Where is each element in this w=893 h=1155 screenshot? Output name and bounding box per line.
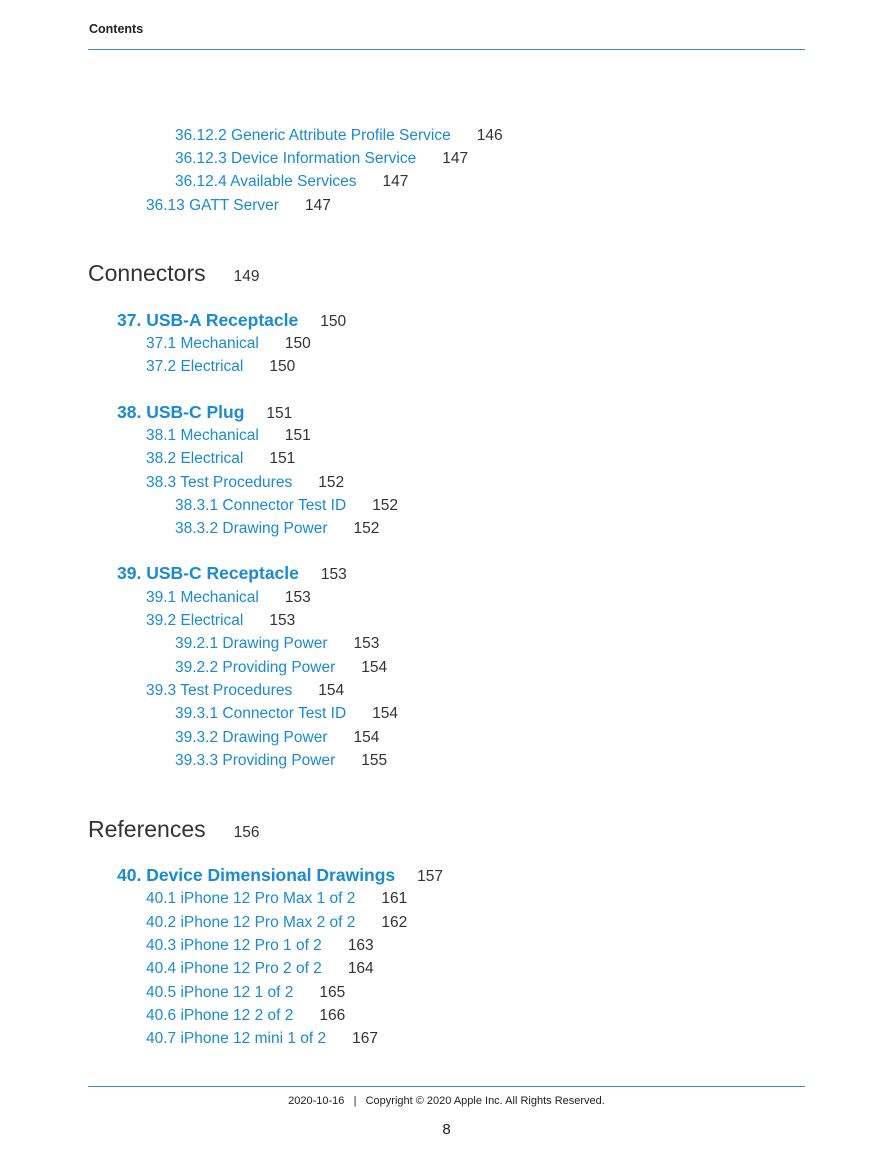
footer-copyright: 2020-10-16 | Copyright © 2020 Apple Inc. All Rights Reserved.	[288, 1095, 605, 1107]
toc-entry-page: 152	[372, 497, 399, 514]
toc-chapter-38[interactable]	[117, 404, 292, 422]
toc-chapter-page: 153	[320, 566, 347, 583]
toc-chapter-page: 151	[266, 405, 293, 422]
toc-part-title[interactable]: References	[88, 816, 206, 842]
toc-entry-page: 161	[381, 890, 408, 907]
toc-entry-title[interactable]: 39.3.3 Providing Power	[175, 752, 336, 769]
toc-entry-title[interactable]: 36.13 GATT Server	[146, 197, 279, 214]
toc-entry-page: 155	[361, 752, 388, 769]
toc-entry-36-12-4[interactable]	[175, 174, 408, 190]
page-number: 8	[442, 1121, 451, 1138]
toc-entry-title[interactable]: 39.2.2 Providing Power	[175, 659, 336, 676]
toc-entry-36-13[interactable]	[146, 198, 331, 214]
toc-entry-38-3-1[interactable]	[175, 498, 398, 514]
toc-entry-40-4[interactable]	[146, 961, 374, 977]
toc-entry-page: 147	[304, 197, 331, 214]
toc-entry-page: 154	[318, 682, 345, 699]
footer-rule	[88, 1086, 805, 1087]
toc-entry-title[interactable]: 37.1 Mechanical	[146, 335, 259, 352]
toc-entry-40-2[interactable]	[146, 915, 407, 931]
toc-entry-title[interactable]: 39.3.2 Drawing Power	[175, 729, 328, 746]
toc-entry-title[interactable]: 40.3 iPhone 12 Pro 1 of 2	[146, 937, 322, 954]
toc-entry-39-3-3[interactable]	[175, 753, 387, 769]
toc-entry-39-3[interactable]	[146, 683, 344, 699]
toc-chapter-title[interactable]: 39. USB-C Receptacle	[117, 563, 299, 583]
toc-entry-40-3[interactable]	[146, 938, 374, 954]
toc-entry-39-1[interactable]	[146, 590, 311, 606]
toc-entry-38-3[interactable]	[146, 475, 344, 491]
toc-entry-title[interactable]: 40.2 iPhone 12 Pro Max 2 of 2	[146, 914, 356, 931]
toc-entry-title[interactable]: 40.7 iPhone 12 mini 1 of 2	[146, 1030, 327, 1047]
toc-entry-page: 153	[284, 589, 311, 606]
toc-entry-page: 152	[353, 520, 380, 537]
toc-entry-page: 154	[361, 659, 388, 676]
toc-entry-title[interactable]: 39.1 Mechanical	[146, 589, 259, 606]
toc-entry-title[interactable]: 38.3.2 Drawing Power	[175, 520, 328, 537]
toc-entry-title[interactable]: 40.1 iPhone 12 Pro Max 1 of 2	[146, 890, 356, 907]
toc-entry-title[interactable]: 39.3.1 Connector Test ID	[175, 705, 347, 722]
toc-entry-page: 153	[269, 612, 296, 629]
toc-entry-title[interactable]: 38.3 Test Procedures	[146, 474, 293, 491]
toc-entry-37-1[interactable]	[146, 336, 311, 352]
toc-part-page: 149	[233, 268, 260, 285]
toc-entry-title[interactable]: 40.4 iPhone 12 Pro 2 of 2	[146, 960, 322, 977]
toc-entry-38-2[interactable]	[146, 451, 295, 467]
toc-entry-page: 150	[284, 335, 311, 352]
toc-entry-40-6[interactable]	[146, 1008, 345, 1024]
toc-entry-title[interactable]: 36.12.2 Generic Attribute Profile Service	[175, 127, 451, 144]
toc-entry-36-12-3[interactable]	[175, 151, 468, 167]
toc-entry-title[interactable]: 39.3 Test Procedures	[146, 682, 293, 699]
toc-entry-page: 154	[372, 705, 399, 722]
toc-entry-title[interactable]: 38.2 Electrical	[146, 450, 244, 467]
toc-entry-page: 166	[319, 1007, 346, 1024]
toc-entry-page: 162	[381, 914, 408, 931]
toc-entry-title[interactable]: 39.2 Electrical	[146, 612, 244, 629]
toc-chapter-37[interactable]	[117, 312, 346, 330]
toc-entry-page: 151	[284, 427, 311, 444]
toc-entry-39-2[interactable]	[146, 613, 295, 629]
toc-part-references[interactable]	[88, 818, 260, 841]
toc-entry-title[interactable]: 40.6 iPhone 12 2 of 2	[146, 1007, 294, 1024]
toc-entry-title[interactable]: 36.12.4 Available Services	[175, 173, 357, 190]
toc-entry-40-1[interactable]	[146, 891, 407, 907]
toc-part-title[interactable]: Connectors	[88, 260, 206, 286]
toc-entry-page: 163	[347, 937, 374, 954]
toc-entry-title[interactable]: 40.5 iPhone 12 1 of 2	[146, 984, 294, 1001]
toc-entry-title[interactable]: 37.2 Electrical	[146, 358, 244, 375]
toc-chapter-title[interactable]: 40. Device Dimensional Drawings	[117, 865, 396, 885]
toc-entry-37-2[interactable]	[146, 359, 295, 375]
toc-entry-page: 152	[318, 474, 345, 491]
toc-entry-page: 146	[476, 127, 503, 144]
toc-chapter-page: 157	[417, 868, 444, 885]
toc-entry-36-12-2[interactable]	[175, 128, 503, 144]
toc-entry-title[interactable]: 36.12.3 Device Information Service	[175, 150, 417, 167]
toc-entry-page: 153	[353, 635, 380, 652]
toc-part-connectors[interactable]	[88, 262, 260, 285]
toc-entry-title[interactable]: 38.3.1 Connector Test ID	[175, 497, 347, 514]
toc-entry-40-5[interactable]	[146, 985, 345, 1001]
toc-part-page: 156	[233, 824, 260, 841]
toc-chapter-40[interactable]	[117, 867, 443, 885]
toc-chapter-page: 150	[320, 313, 347, 330]
toc-chapter-title[interactable]: 38. USB-C Plug	[117, 402, 245, 422]
toc-entry-page: 151	[269, 450, 296, 467]
toc-entry-page: 164	[347, 960, 374, 977]
running-header-title: Contents	[89, 22, 144, 36]
toc-entry-title[interactable]: 38.1 Mechanical	[146, 427, 259, 444]
toc-entry-39-2-2[interactable]	[175, 660, 387, 676]
toc-entry-38-3-2[interactable]	[175, 521, 379, 537]
toc-chapter-title[interactable]: 37. USB-A Receptacle	[117, 310, 299, 330]
toc-entry-page: 147	[442, 150, 469, 167]
toc-entry-page: 147	[382, 173, 409, 190]
toc-entry-page: 167	[352, 1030, 378, 1047]
toc-chapter-39[interactable]	[117, 565, 347, 583]
toc-entry-38-1[interactable]	[146, 428, 311, 444]
toc-entry-39-2-1[interactable]	[175, 636, 379, 652]
toc-entry-39-3-2[interactable]	[175, 730, 379, 746]
toc-entry-page: 154	[353, 729, 380, 746]
toc-entry-39-3-1[interactable]	[175, 706, 398, 722]
toc-entry-title[interactable]: 39.2.1 Drawing Power	[175, 635, 328, 652]
toc-entry-page: 165	[319, 984, 346, 1001]
toc-entry-40-7[interactable]	[146, 1031, 378, 1047]
toc-entry-page: 150	[269, 358, 296, 375]
